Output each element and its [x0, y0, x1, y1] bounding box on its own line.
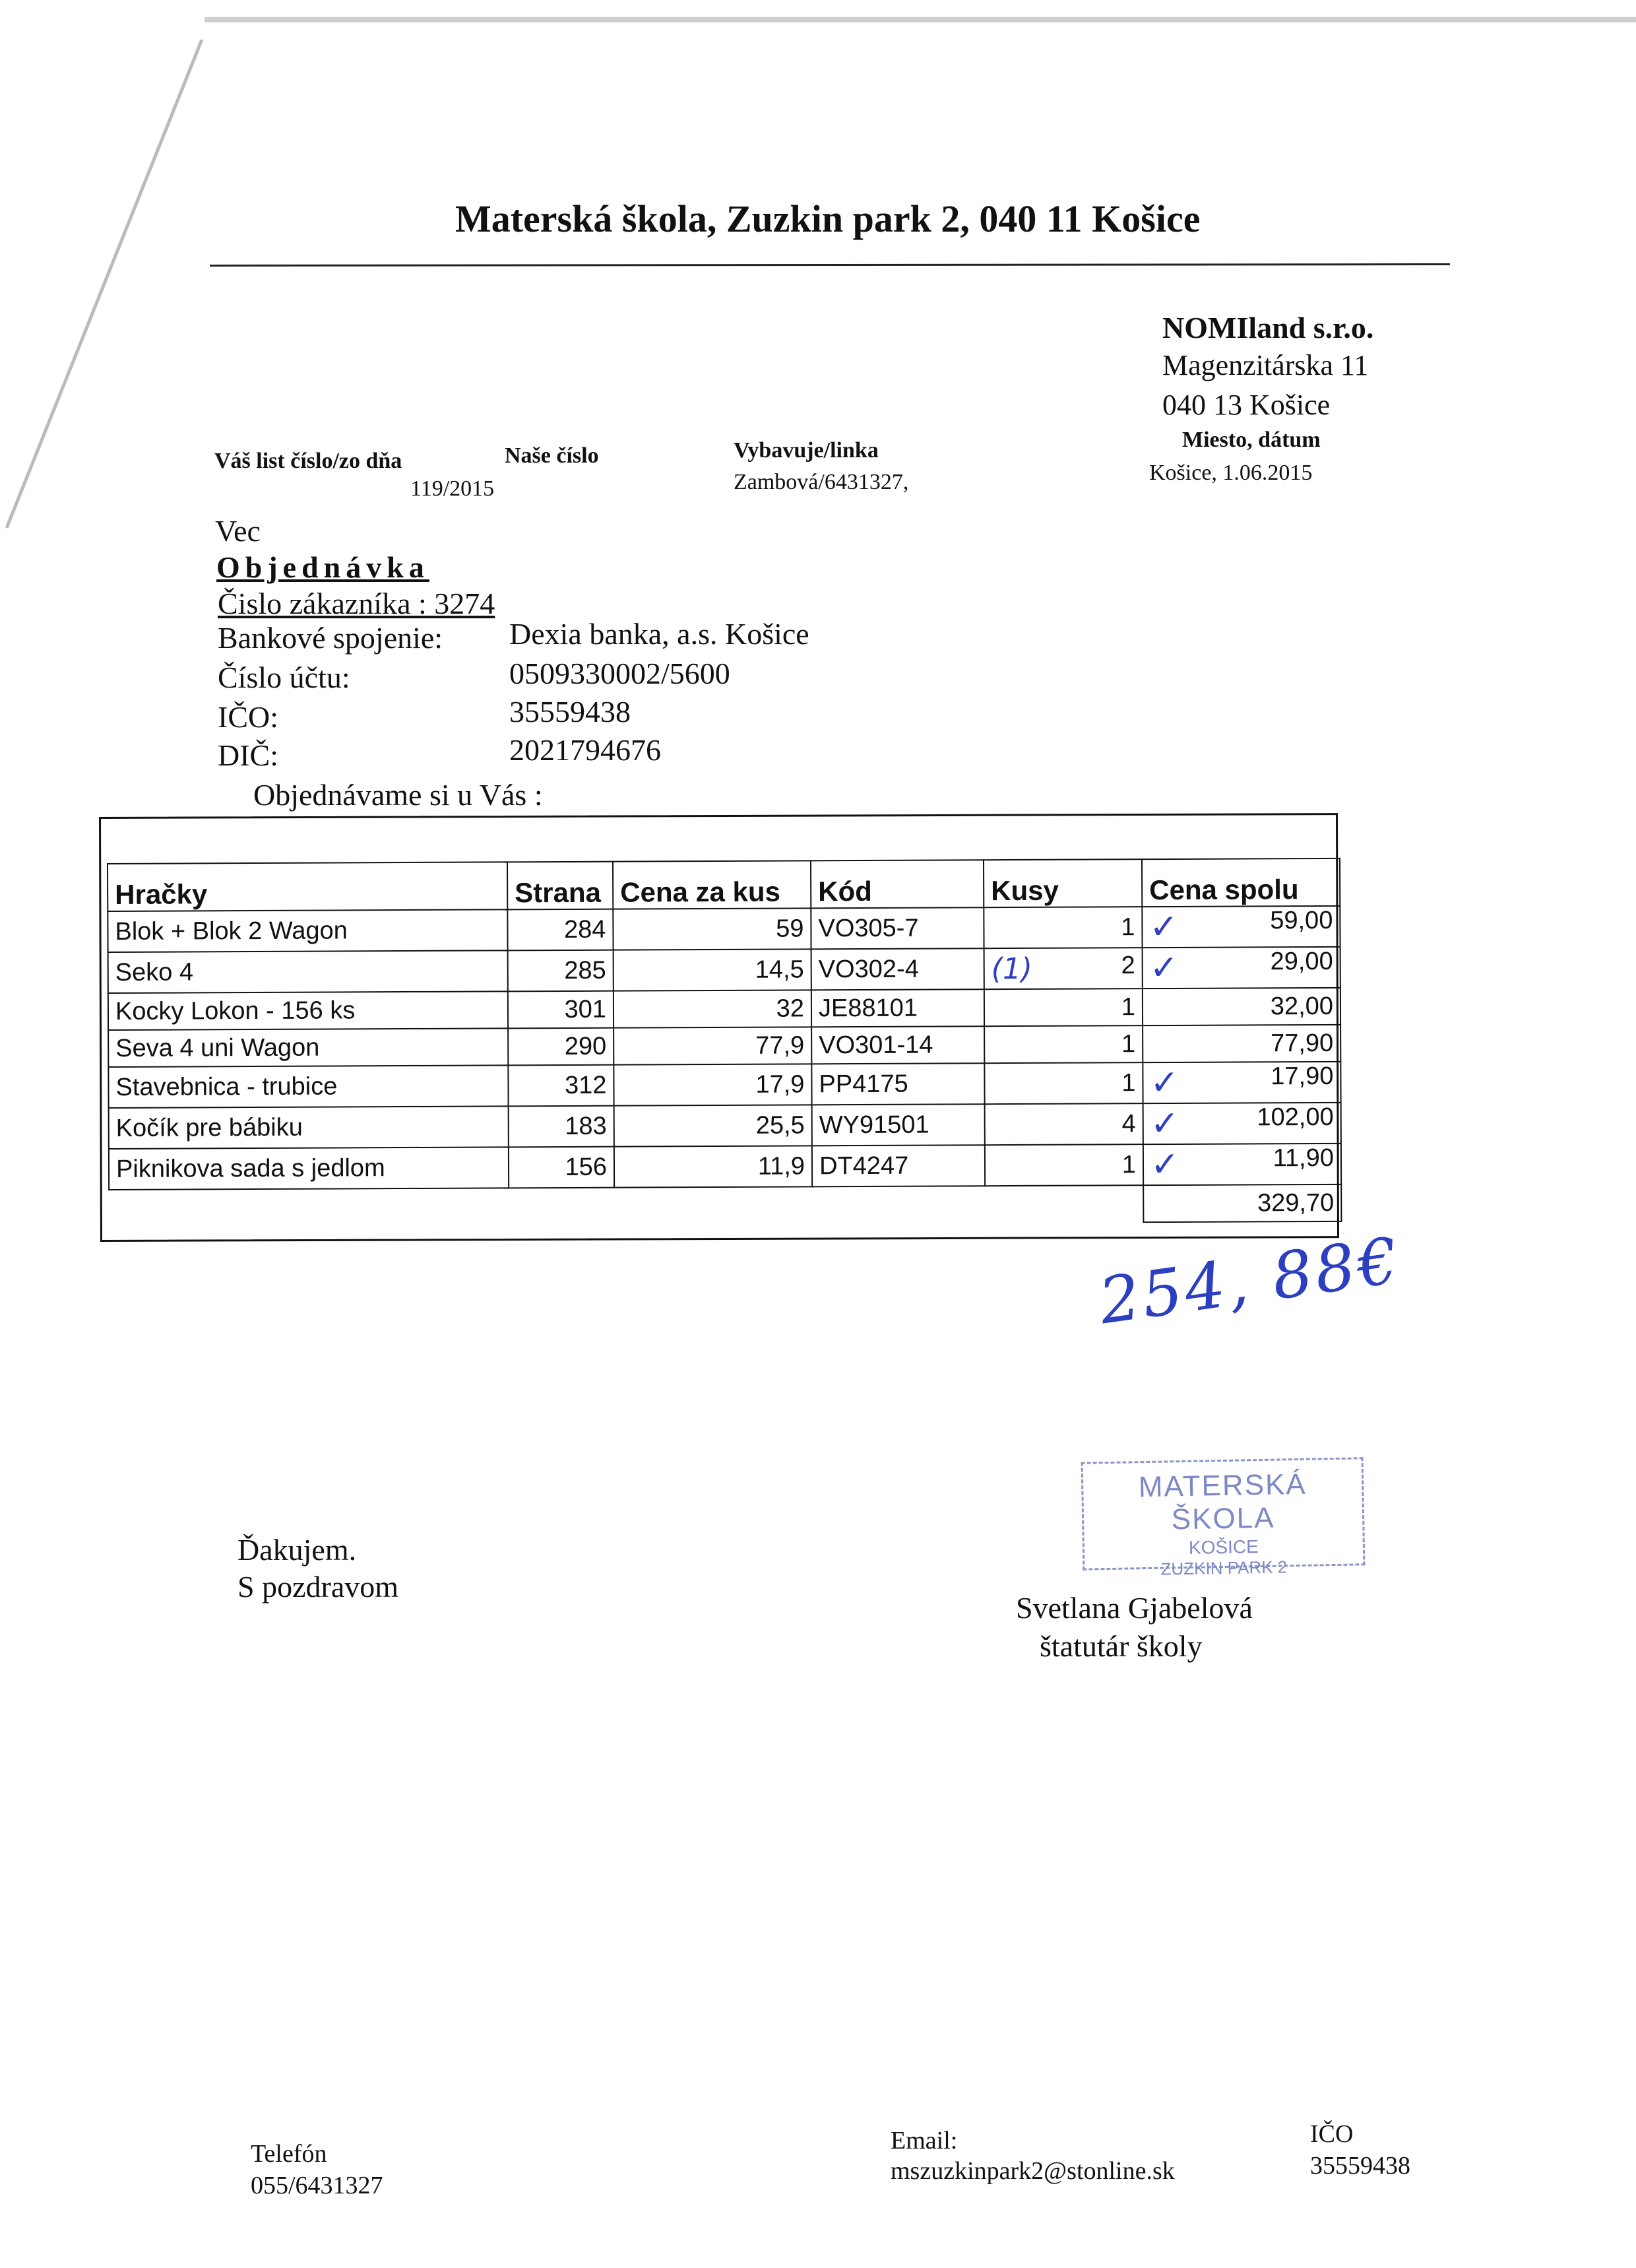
- check-mark-icon: ✓: [1149, 948, 1179, 988]
- table-row: [108, 906, 1340, 952]
- item-qty: 1: [984, 988, 1143, 1026]
- check-mark-icon: ✓: [1149, 907, 1179, 948]
- check-mark-icon: ✓: [1150, 1062, 1180, 1103]
- table-row: [109, 1144, 1341, 1190]
- item-total-cell: [1142, 906, 1340, 948]
- closing-regards: S pozdravom: [237, 1570, 399, 1604]
- our-ref-value: 119/2015: [410, 476, 495, 501]
- footer-phone-label: Telefón: [251, 2140, 327, 2168]
- item-qty: 4: [985, 1103, 1143, 1145]
- stamp-line-3: ZUZKIN PARK 2: [1160, 1557, 1288, 1579]
- item-name: Kočík pre bábiku: [109, 1106, 509, 1149]
- item-unit-price: 14,5: [614, 949, 811, 990]
- table-row: [108, 1062, 1340, 1108]
- stamp-line-2: KOŠICE: [1188, 1536, 1259, 1558]
- footer-phone-value: 055/6431327: [251, 2172, 383, 2199]
- item-total: 59,00: [1270, 906, 1333, 935]
- header-divider: [210, 263, 1450, 267]
- item-unit-price: 77,9: [614, 1027, 811, 1064]
- item-qty: 1: [984, 907, 1142, 948]
- item-name: Piknikova sada s jedlom: [109, 1147, 509, 1190]
- item-page: 183: [509, 1106, 614, 1148]
- item-total-cell: [1143, 947, 1340, 988]
- our-ref-label: Naše číslo: [505, 443, 599, 468]
- place-date-label: Miesto, dátum: [1182, 428, 1321, 452]
- footer-ico-label: IČO: [1310, 2120, 1354, 2148]
- footer-ico-value: 35559438: [1310, 2152, 1410, 2180]
- item-total-cell: [1143, 1103, 1341, 1144]
- stamp-line-1: MATERSKÁ ŠKOLA: [1138, 1468, 1307, 1536]
- item-qty-cell: [984, 948, 1143, 989]
- item-page: 156: [509, 1147, 614, 1188]
- col-header-page: Strana: [507, 862, 613, 910]
- dic-label: DIČ:: [218, 738, 278, 772]
- recipient-city: 040 13 Košice: [1162, 389, 1331, 421]
- page-title: Materská škola, Zuzkin park 2, 040 11 Košice: [455, 197, 1201, 240]
- scan-left-edge: [0, 40, 204, 541]
- table-row: [108, 947, 1340, 993]
- bank-value: Dexia banka, a.s. Košice: [509, 617, 809, 651]
- item-qty: 1: [984, 1025, 1143, 1063]
- scan-top-edge: [204, 17, 1636, 22]
- item-unit-price: 32: [614, 990, 811, 1027]
- col-header-total: Cena spolu: [1142, 859, 1340, 907]
- footer-email-label: Email:: [891, 2127, 958, 2155]
- account-value: 0509330002/5600: [509, 657, 730, 690]
- item-page: 312: [508, 1065, 614, 1107]
- item-code: WY91501: [812, 1104, 985, 1146]
- recipient-street: Magenzitárska 11: [1162, 349, 1369, 381]
- item-total: 77,90: [1143, 1025, 1340, 1062]
- item-total: 17,90: [1271, 1062, 1334, 1091]
- item-total: 29,00: [1270, 947, 1333, 976]
- customer-number: Čislo zákazníka : 3274: [218, 587, 495, 620]
- subject-label: Vec: [215, 514, 261, 548]
- item-total-cell: [1143, 1144, 1341, 1185]
- order-intro: Objednávame si u Vás :: [253, 778, 543, 812]
- item-name: Blok + Blok 2 Wagon: [108, 909, 507, 952]
- item-page: 284: [507, 909, 613, 951]
- item-total-cell: [1143, 1062, 1340, 1103]
- item-total: 11,90: [1273, 1144, 1335, 1173]
- your-ref-label: Váš list číslo/zo dňa: [214, 449, 402, 473]
- document-title: Objednávka: [216, 550, 429, 584]
- signatory-name: Svetlana Gjabelová: [1016, 1591, 1253, 1625]
- ico-value: 35559438: [509, 695, 631, 729]
- item-unit-price: 25,5: [614, 1105, 812, 1146]
- item-page: 290: [508, 1028, 614, 1066]
- closing-thanks: Ďakujem.: [237, 1533, 357, 1567]
- handled-by-value: Zambová/6431327,: [734, 470, 909, 494]
- item-total: 32,00: [1143, 988, 1340, 1025]
- footer-email-value: mszuzkinpark2@stonline.sk: [891, 2157, 1175, 2185]
- handwritten-total: 254, 88€: [1094, 1223, 1406, 1339]
- bank-label: Bankové spojenie:: [218, 621, 443, 655]
- item-page: 301: [508, 991, 614, 1029]
- handwritten-qty-note: (1): [991, 952, 1033, 986]
- item-name: Seva 4 uni Wagon: [108, 1028, 508, 1067]
- item-code: JE88101: [811, 989, 984, 1027]
- item-qty: 2: [1121, 951, 1135, 979]
- item-name: Seko 4: [108, 950, 508, 993]
- item-total: 102,00: [1257, 1103, 1334, 1132]
- item-name: Stavebnica - trubice: [108, 1065, 508, 1108]
- dic-value: 2021794676: [509, 733, 661, 767]
- item-qty: 1: [985, 1144, 1143, 1186]
- item-code: PP4175: [811, 1063, 984, 1105]
- table-row: [108, 988, 1340, 1030]
- table-row: [108, 1025, 1340, 1067]
- table-total-row: [109, 1184, 1341, 1227]
- item-unit-price: 59: [613, 908, 811, 950]
- handled-by-label: Vybavuje/linka: [734, 438, 879, 463]
- grand-total: 329,70: [1143, 1184, 1341, 1222]
- order-table: [107, 858, 1342, 1227]
- table-header-row: [108, 859, 1340, 911]
- item-code: VO305-7: [811, 907, 984, 949]
- item-unit-price: 17,9: [614, 1064, 811, 1105]
- col-header-qty: Kusy: [984, 859, 1142, 907]
- check-mark-icon: ✓: [1150, 1144, 1180, 1185]
- item-code: DT4247: [812, 1145, 985, 1186]
- col-header-code: Kód: [811, 860, 984, 908]
- check-mark-icon: ✓: [1150, 1103, 1180, 1144]
- col-header-toys: Hračky: [108, 862, 507, 911]
- recipient-name: NOMIland s.r.o.: [1162, 311, 1374, 344]
- item-name: Kocky Lokon - 156 ks: [108, 991, 508, 1030]
- item-code: VO301-14: [811, 1026, 984, 1064]
- item-code: VO302-4: [811, 948, 984, 990]
- account-label: Číslo účtu:: [218, 661, 350, 694]
- school-stamp: [1081, 1457, 1366, 1579]
- item-qty: 1: [984, 1062, 1143, 1104]
- item-unit-price: 11,9: [614, 1146, 812, 1187]
- col-header-unit-price: Cena za kus: [613, 860, 811, 909]
- table-row: [109, 1103, 1341, 1149]
- place-date-value: Košice, 1.06.2015: [1149, 461, 1313, 485]
- item-page: 285: [508, 950, 614, 992]
- ico-label: IČO:: [218, 700, 278, 734]
- signatory-role: štatutár školy: [1040, 1629, 1203, 1663]
